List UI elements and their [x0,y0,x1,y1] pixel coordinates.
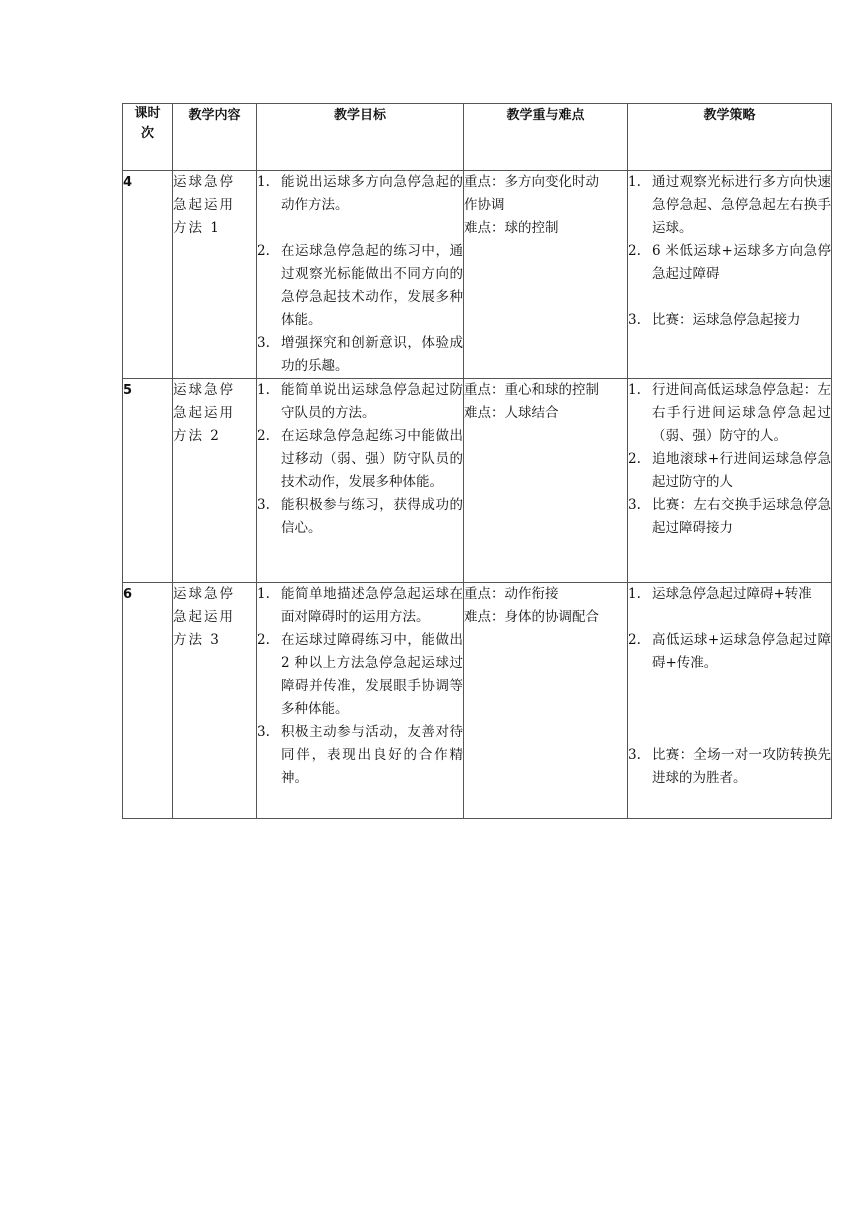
item-number: 3. [257,335,270,351]
lesson-goals [257,583,464,819]
item-number: 3. [628,497,641,513]
lesson-strategy [628,583,832,819]
item-number: 1. [628,586,641,602]
focus-line: 难点：身体的协调配合 [464,609,599,625]
lesson-focus [464,379,628,583]
table-row [123,171,832,379]
header-lesson-number [123,104,173,171]
item-text: 比赛：全场一对一攻防转换先进球的为胜者。 [652,747,831,786]
item-number: 1. [628,174,641,190]
goal-item [257,240,463,332]
item-number: 3. [628,747,641,763]
strategy-item [628,494,831,540]
item-text: 能说出运球多方向急停急起的动作方法。 [281,174,463,213]
strategy-item [628,629,831,675]
lesson-content [173,171,257,379]
item-text: 在运球急停急起的练习中，通过观察光标能做出不同方向的急停急起技术动作，发展多种体能。 [281,243,463,328]
item-number: 2. [628,632,641,648]
item-number: 1. [628,382,641,398]
goal-item [257,583,463,629]
header-lesson-number-line1: 课时 [134,106,161,121]
focus-line: 重点：动作衔接 [464,586,559,602]
lesson-number: 6 [123,583,173,819]
lesson-number: 4 [123,171,173,379]
goal-item [257,629,463,721]
item-text: 运球急停急起过障碍+转准 [652,586,812,602]
item-number: 2. [257,428,270,444]
focus-line: 难点：人球结合 [464,405,559,421]
item-number: 2. [257,632,270,648]
strategy-item [628,171,831,240]
item-number: 2. [628,243,641,259]
strategy-item [628,379,831,448]
lesson-focus [464,583,628,819]
lesson-number: 5 [123,379,173,583]
strategy-item [628,240,831,286]
strategy-item [628,309,831,332]
lesson-goals [257,171,464,379]
header-strategy: 教学策略 [628,104,832,171]
content-line: 运球急停 [173,382,235,398]
table-row [123,583,832,819]
lesson-goals [257,379,464,583]
item-number: 1. [257,382,270,398]
content-line: 运球急停 [173,586,235,602]
item-number: 1. [257,174,270,190]
content-line: 方法 2 [173,428,221,444]
item-text: 6 米低运球+运球多方向急停急起过障碍 [652,243,831,282]
item-number: 3. [257,724,270,740]
item-text: 行进间高低运球急停急起：左右手行进间运球急停急起过（弱、强）防守的人。 [652,382,831,444]
focus-line: 作协调 [464,197,505,213]
goal-item [257,494,463,540]
focus-line: 重点：多方向变化时动 [464,174,599,190]
table-header-row [123,104,832,171]
content-line: 运球急停 [173,174,235,190]
content-line: 方法 3 [173,632,221,648]
lesson-strategy [628,379,832,583]
strategy-item [628,583,831,606]
header-focus: 教学重与难点 [464,104,628,171]
item-text: 高低运球+运球急停急起过障碍+传准。 [652,632,831,671]
content-line: 急起运用 [173,609,235,625]
item-text: 比赛：左右交换手运球急停急起过障碍接力 [652,497,831,536]
lesson-content [173,379,257,583]
item-text: 在运球过障碍练习中，能做出 2 种以上方法急停急起运球过障碍并传准，发展眼手协调等多种体能。 [281,632,463,717]
goal-item [257,721,463,790]
goal-item [257,379,463,425]
item-number: 3. [628,312,641,328]
goal-item [257,332,463,378]
item-text: 能简单说出运球急停急起过防守队员的方法。 [281,382,463,421]
item-number: 2. [628,451,641,467]
header-goals: 教学目标 [257,104,464,171]
item-number: 2. [257,243,270,259]
goal-item [257,171,463,217]
table-row [123,379,832,583]
item-text: 能积极参与练习，获得成功的信心。 [281,497,463,536]
item-number: 1. [257,586,270,602]
item-text: 通过观察光标进行多方向快速急停急起、急停急起左右换手运球。 [652,174,831,236]
item-text: 能简单地描述急停急起运球在面对障碍时的运用方法。 [281,586,463,625]
header-lesson-number-line2: 次 [140,126,154,141]
focus-line: 难点：球的控制 [464,220,559,236]
lesson-strategy [628,171,832,379]
lesson-focus [464,171,628,379]
focus-line: 重点：重心和球的控制 [464,382,599,398]
content-line: 急起运用 [173,405,235,421]
item-text: 比赛：运球急停急起接力 [652,312,801,328]
content-line: 急起运用 [173,197,235,213]
content-line: 方法 1 [173,220,221,236]
item-text: 追地滚球+行进间运球急停急起过防守的人 [652,451,831,490]
lesson-content [173,583,257,819]
item-text: 积极主动参与活动，友善对待同伴，表现出良好的合作精神。 [281,724,463,786]
strategy-item [628,448,831,494]
item-number: 3. [257,497,270,513]
strategy-item [628,744,831,790]
header-content: 教学内容 [173,104,257,171]
goal-item [257,425,463,494]
item-text: 在运球急停急起练习中能做出过移动（弱、强）防守队员的技术动作，发展多种体能。 [281,428,463,490]
lesson-plan-table [122,103,832,819]
item-text: 增强探究和创新意识，体验成功的乐趣。 [281,335,463,374]
